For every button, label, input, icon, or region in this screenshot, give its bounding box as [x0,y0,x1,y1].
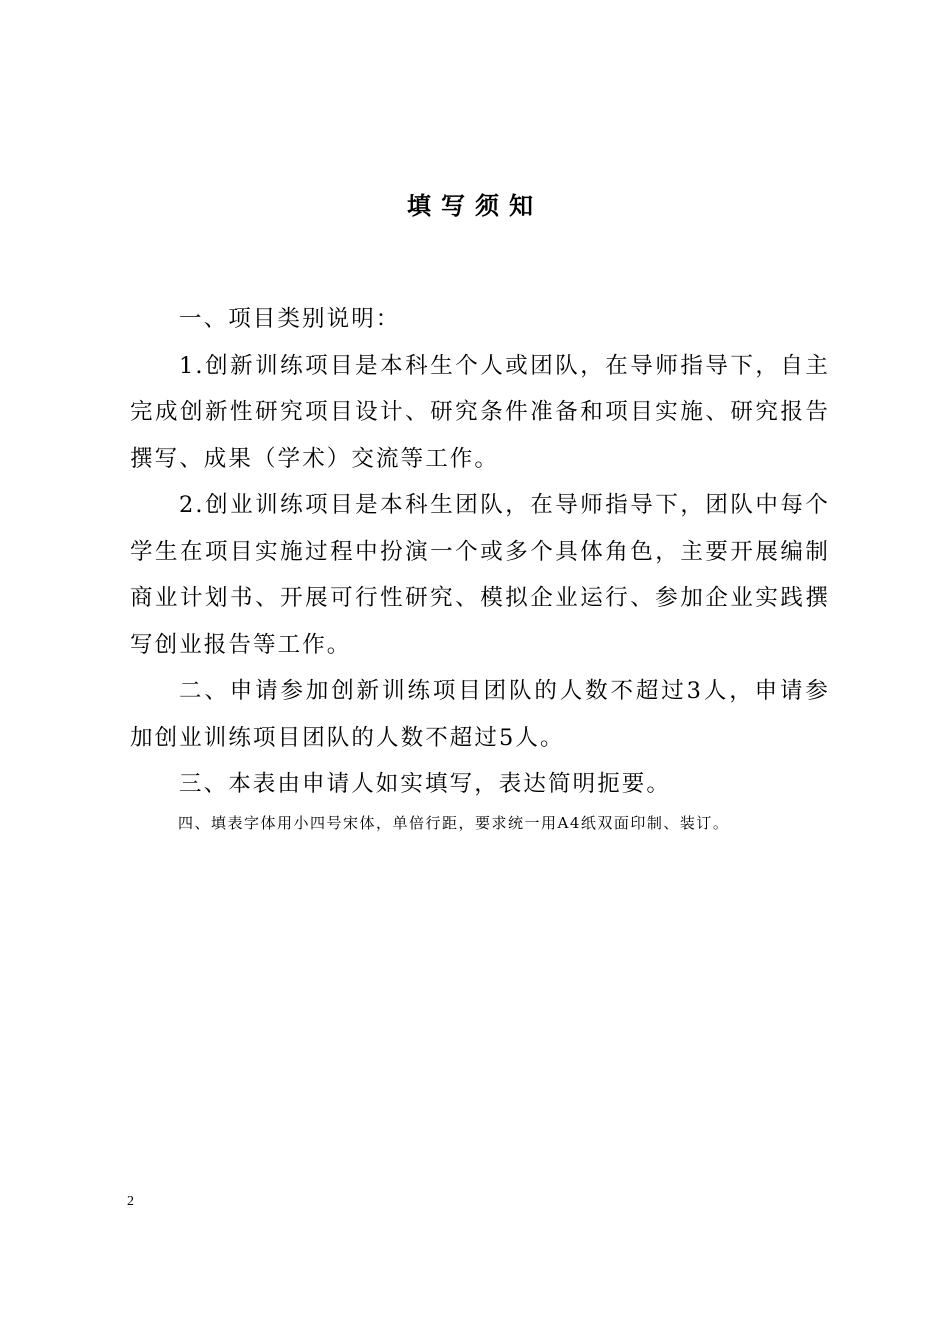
paragraph-project-categories: 一、项目类别说明： [179,306,401,332]
paragraph-team-size: 二、申请参加创新训练项目团队的人数不超过3人，申请参加创业训练项目团队的人数不超过5人。 [130,678,830,751]
instructions-body [130,296,830,808]
paragraph-format-note: 四、填表字体用小四号宋体，单倍行距，要求统一用A4纸双面印制、装订。 [178,814,730,832]
paragraph-fill-truthfully: 三、本表由申请人如实填写，表达简明扼要。 [179,771,672,797]
page-number: 2 [127,1194,134,1209]
paragraph-innovation-training: 1.创新训练项目是本科生个人或团队，在导师指导下，自主完成创新性研究项目设计、研究条件准备和项目实施、研究报告撰写、成果（学术）交流等工作。 [130,352,830,472]
page-title: 填写须知 [407,192,543,220]
paragraph-entrepreneurship-training: 2.创业训练项目是本科生团队，在导师指导下，团队中每个学生在项目实施过程中扮演一个或多个具体角色，主要开展编制商业计划书、开展可行性研究、模拟企业运行、参加企业实践撰写创业报告等工作。 [130,492,830,658]
